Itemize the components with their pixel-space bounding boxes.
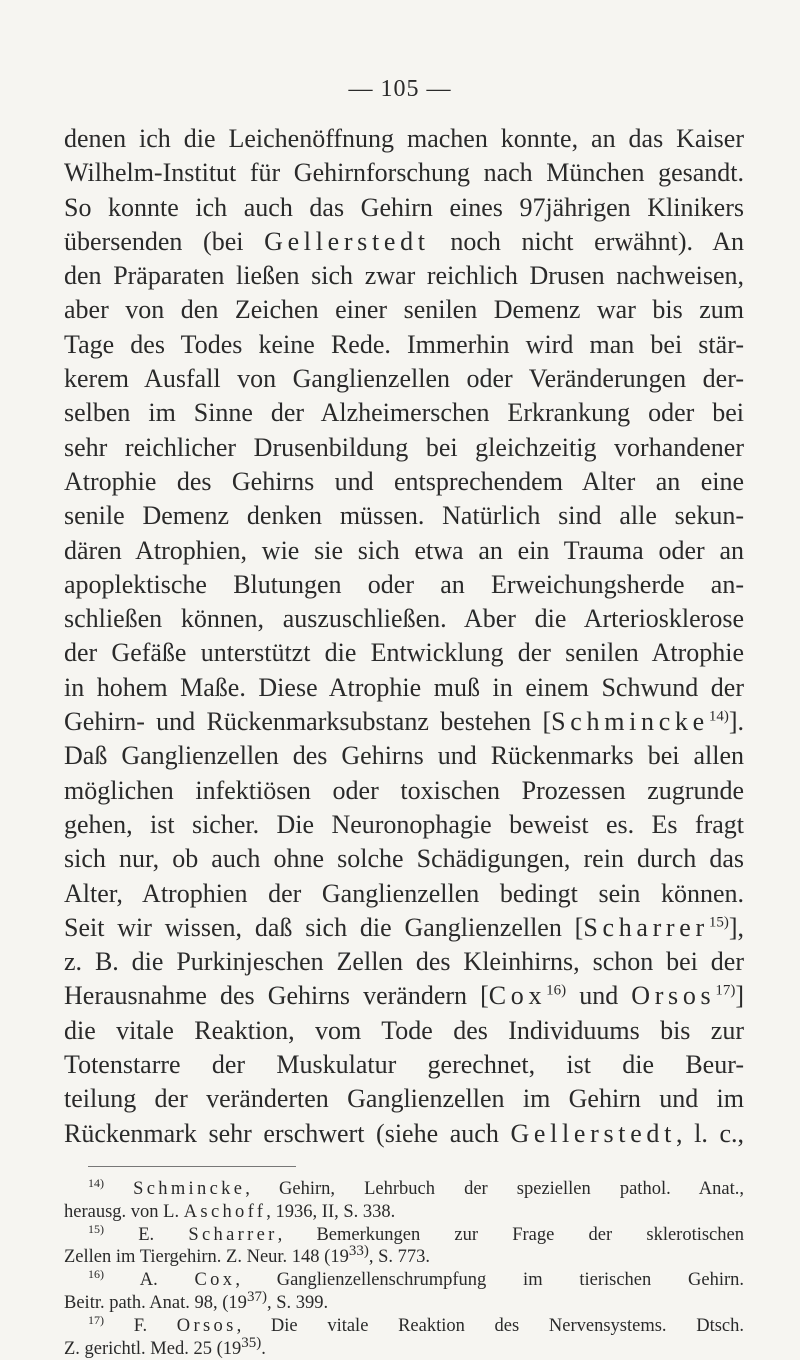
footnote-17 — [64, 1312, 745, 1360]
text-line: senile Demenz denken müssen. Natürlich sind alle sekun- — [64, 501, 744, 531]
text-line: übersenden (bei Gellerstedt noch nicht erwähnt). An — [64, 226, 744, 256]
text-line: Herausnahme des Gehirns verändern [Cox$^{16)}$ und Orsos$^{17)}$] — [64, 981, 745, 1011]
text-line: apoplektische Blutungen oder an Erweichungsherde an- — [64, 569, 744, 599]
footnote-divider — [88, 1166, 296, 1167]
footnote-line — [64, 1175, 744, 1201]
footnote-14 — [64, 1175, 744, 1224]
footnote-number: 14) — [88, 1175, 104, 1190]
page-number: — 105 — — [348, 76, 452, 102]
footnote-number: 17) — [88, 1312, 104, 1327]
footnote-number: 15) — [88, 1221, 104, 1236]
footnote-text: F. Orsos, Die vitale Reaktion des Nervensystems. Dtsch. — [133, 1315, 745, 1336]
text-line: Tage des Todes keine Rede. Immerhin wird man bei stär- — [64, 329, 744, 359]
footnotes — [64, 1175, 745, 1360]
footnote-16 — [64, 1269, 744, 1315]
text-line: möglichen infektiösen oder toxischen Prozessen zugrunde — [64, 775, 744, 805]
footnote-line: herausg. von L. Aschoff, 1936, II, S. 338. — [64, 1201, 396, 1222]
footnote-line: Beitr. path. Anat. 98, (19$^{37)}$, S. 399. — [64, 1288, 329, 1313]
text-line: selben im Sinne der Alzheimerschen Erkrankung oder bei — [64, 398, 744, 428]
text-line: Atrophie des Gehirns und entsprechendem Alter an eine — [64, 466, 744, 496]
footnote-text: A. Cox, Ganglienzellenschrumpfung im tierischen Gehirn. — [139, 1270, 744, 1291]
text-line: z. B. die Purkinjeschen Zellen des Kleinhirns, schon bei der — [64, 947, 744, 977]
text-line: schließen können, auszuschließen. Aber die Arteriosklerose — [64, 604, 744, 634]
text-line: Seit wir wissen, daß sich die Ganglienzellen [Scharrer$^{15)}$], — [64, 912, 744, 942]
text-line: sich nur, ob auch ohne solche Schädigungen, rein durch das — [64, 844, 744, 874]
text-line: Daß Ganglienzellen des Gehirns und Rückenmarks bei allen — [64, 741, 744, 771]
footnote-text: E. Scharrer, Bemerkungen zur Frage der sklerotischen — [138, 1224, 744, 1245]
text-line: dären Atrophien, wie sie sich etwa an ein Trauma oder an — [64, 535, 744, 565]
footnote-line — [64, 1269, 744, 1292]
text-line: sehr reichlicher Drusenbildung bei gleichzeitig vorhandener — [64, 432, 744, 462]
text-line: der Gefäße unterstützt die Entwicklung der senilen Atrophie — [64, 638, 744, 668]
footnote-text: Schmincke, Gehirn, Lehrbuch der speziellen pathol. Anat., — [133, 1179, 744, 1199]
footnote-line — [64, 1312, 745, 1338]
text-line: kerem Ausfall von Ganglienzellen oder Veränderungen der- — [64, 364, 744, 394]
footnote-number: 16) — [88, 1267, 104, 1282]
body-text — [64, 122, 744, 1151]
text-line: So konnte ich auch das Gehirn eines 97jährigen Klinikers — [64, 192, 744, 222]
text-line: Rückenmark sehr erschwert (siehe auch Gellerstedt, l. c., — [64, 1118, 745, 1148]
footnote-line — [64, 1221, 744, 1247]
text-line: gehen, ist sicher. Die Neuronophagie beweist es. Es fragt — [64, 809, 744, 839]
text-line: den Präparaten ließen sich zwar reichlich Drusen nachweisen, — [64, 261, 744, 291]
text-line: die vitale Reaktion, vom Tode des Individuums bis zur — [64, 1015, 744, 1045]
footnote-line: Z. gerichtl. Med. 25 (19$^{35)}$. — [64, 1334, 266, 1359]
text-line: Totenstarre der Muskulatur gerechnet, ist die Beur- — [64, 1050, 744, 1080]
text-line: denen ich die Leichenöffnung machen konnte, an das Kaiser — [64, 124, 744, 153]
footnote-line: Zellen im Tiergehirn. Z. Neur. 148 (19$^{33)}$, S. 773. — [64, 1243, 431, 1268]
text-line: teilung der veränderten Ganglienzellen im Gehirn und im — [64, 1084, 744, 1114]
text-line: Alter, Atrophien der Ganglienzellen bedingt sein können. — [64, 878, 744, 908]
text-line: in hohem Maße. Diese Atrophie muß in einem Schwund der — [64, 672, 744, 702]
footnote-15 — [64, 1221, 744, 1270]
text-line: aber von den Zeichen einer senilen Demenz war bis zum — [64, 295, 744, 325]
text-line: Wilhelm-Institut für Gehirnforschung nach München gesandt. — [64, 158, 744, 188]
text-line: Gehirn- und Rückenmarksubstanz bestehen [Schmincke$^{14)}$]. — [64, 707, 744, 737]
